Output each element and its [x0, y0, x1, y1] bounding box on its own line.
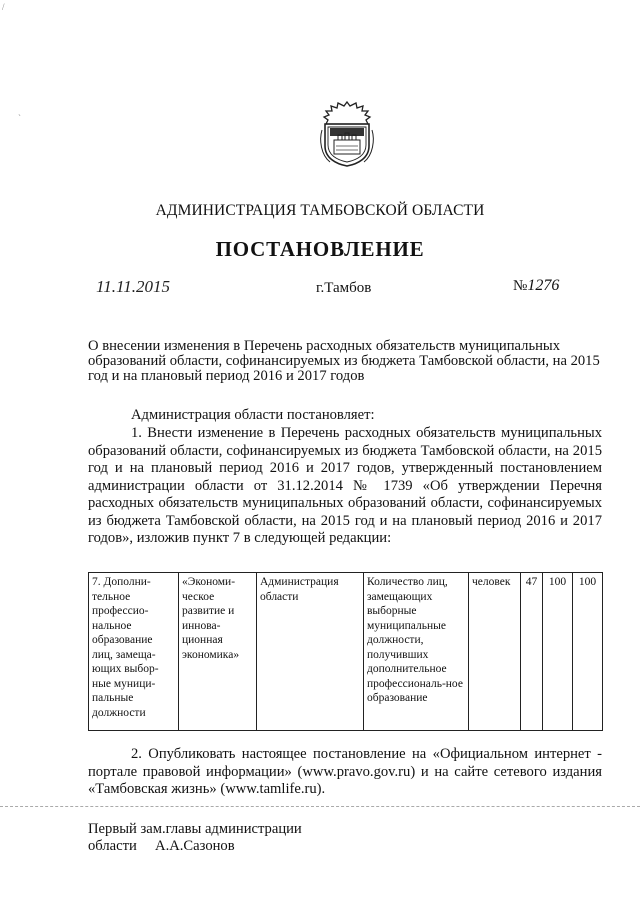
document-number [513, 277, 559, 295]
table-cell-administrator: Администрация области [257, 573, 364, 731]
page-divider [0, 806, 640, 807]
paragraph-item-2: 2. Опубликовать настоящее постановление на «Официальном интернет - портале правовой информации» (www.pravo.gov.ru) и на сайте сетевого издания «Тамбовская жизнь» (www.tamlife.ru). [88, 746, 602, 797]
table-cell-value-2017: 100 [573, 573, 603, 731]
table-cell-value-2015: 47 [521, 573, 543, 731]
document-date [96, 277, 170, 297]
coat-of-arms-emblem [316, 100, 378, 168]
signatory-position-cont: области [88, 838, 137, 854]
expense-table [88, 572, 603, 731]
table-cell-value-2016: 100 [543, 573, 573, 731]
table-cell-item: 7. Дополни-тельное профессио-нальное образование лиц, замеща-ющих выбор-ные муници-пальные должности [89, 573, 179, 731]
document-type: ПОСТАНОВЛЕНИЕ [215, 237, 425, 261]
table-cell-program: «Экономи-ческое развитие и иннова-ционная экономика» [179, 573, 257, 731]
table-cell-unit: человек [469, 573, 521, 731]
intro-paragraph: Администрация области постановляет: [131, 407, 375, 423]
organization-name: АДМИНИСТРАЦИЯ ТАМБОВСКОЙ ОБЛАСТИ [155, 202, 485, 219]
date-value: 11.11.2015 [96, 277, 170, 296]
signatory-name: А.А.Сазонов [155, 838, 235, 854]
signatory-line [88, 838, 302, 855]
number-prefix: № [513, 278, 528, 294]
document-title: О внесении изменения в Перечень расходных обязательств муниципальных образований области, софинансируемых из бюджета Тамбовской области, на 2015 год и на плановый период 2016 и 2017 годов [88, 338, 600, 384]
document-city: г.Тамбов [316, 280, 372, 296]
signatory-position: Первый зам.главы администрации [88, 821, 302, 837]
scan-mark: ` [18, 113, 21, 123]
number-value: 1276 [527, 277, 560, 294]
scan-mark: / [2, 2, 5, 12]
table-row [89, 573, 603, 731]
table-cell-indicator: Количество лиц, замещающих выборные муниципальные должности, получивших дополнительное профессиональ-ное образование [364, 573, 469, 731]
signature-block [88, 821, 302, 855]
paragraph-item-1: 1. Внести изменение в Перечень расходных обязательств муниципальных образований области, софинансируемых из бюджета Тамбовской области, на 2015 год и на плановый период 2016 и 2017 годов, утвержденный постановлением администрации области от 31.12.2014 № 1739 «Об утверждении Перечня расходных обязательств муниципальных образований области, софинансируемых из бюджета Тамбовской области, на 2015 год и на плановый период 2016 и 2017 годов», изложив пункт 7 в следующей редакции: [88, 425, 602, 546]
